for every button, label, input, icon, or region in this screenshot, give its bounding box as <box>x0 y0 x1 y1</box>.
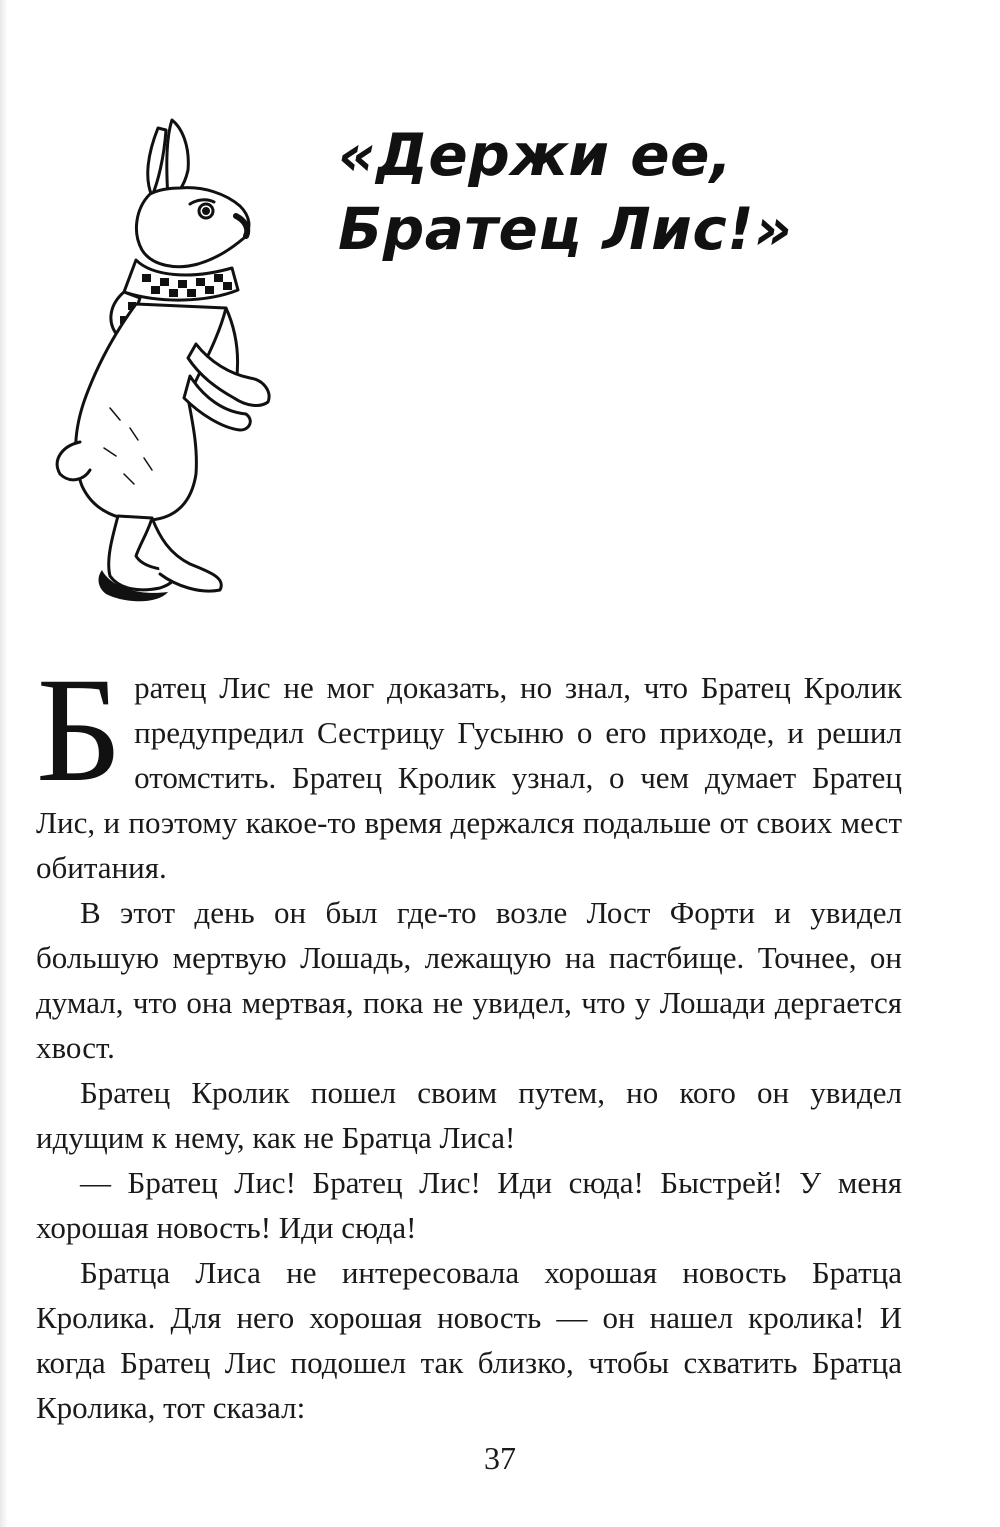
paragraph: — Братец Лис! Братец Лис! Иди сюда! Быстрей! У меня хорошая новость! Иди сюда! <box>36 1165 902 1245</box>
chapter-title <box>338 118 958 266</box>
rabbit-illustration <box>40 108 290 638</box>
drop-cap: Б <box>36 647 123 813</box>
page-edge-shadow <box>0 0 8 1527</box>
paragraph-text: ратец Лис не мог доказать, но знал, что Братец Кролик предупредил Сестрицу Гусыню о его приходе, и решил отомстить. Братец Кролик узнал, о чем думает Братец Лис, и поэтому какое-то время держался подальше от своих мест обитания. <box>36 670 902 885</box>
paragraph <box>36 647 902 890</box>
page-number: 37 <box>484 1440 516 1476</box>
body-text <box>36 647 902 1430</box>
chapter-title-line-2: Братец Лис!» <box>338 195 793 264</box>
chapter-title-line-1: «Держи ее, <box>338 121 733 189</box>
paragraph: Братец Кролик пошел своим путем, но кого он увидел идущим к нему, как не Братца Лиса! <box>36 1075 902 1155</box>
paragraph: Братца Лиса не интересовала хорошая новость Братца Кролика. Для него хорошая новость — он нашел кролика! И когда Братец Лис подошел так близко, чтобы схватить Братца Кролика, тот сказал: <box>36 1255 902 1425</box>
paragraph: В этот день он был где-то возле Лост Форти и увидел большую мертвую Лошадь, лежащую на пастбище. Точнее, он думал, что она мертвая, пока не увидел, что у Лошади дергается хвост. <box>36 895 902 1065</box>
